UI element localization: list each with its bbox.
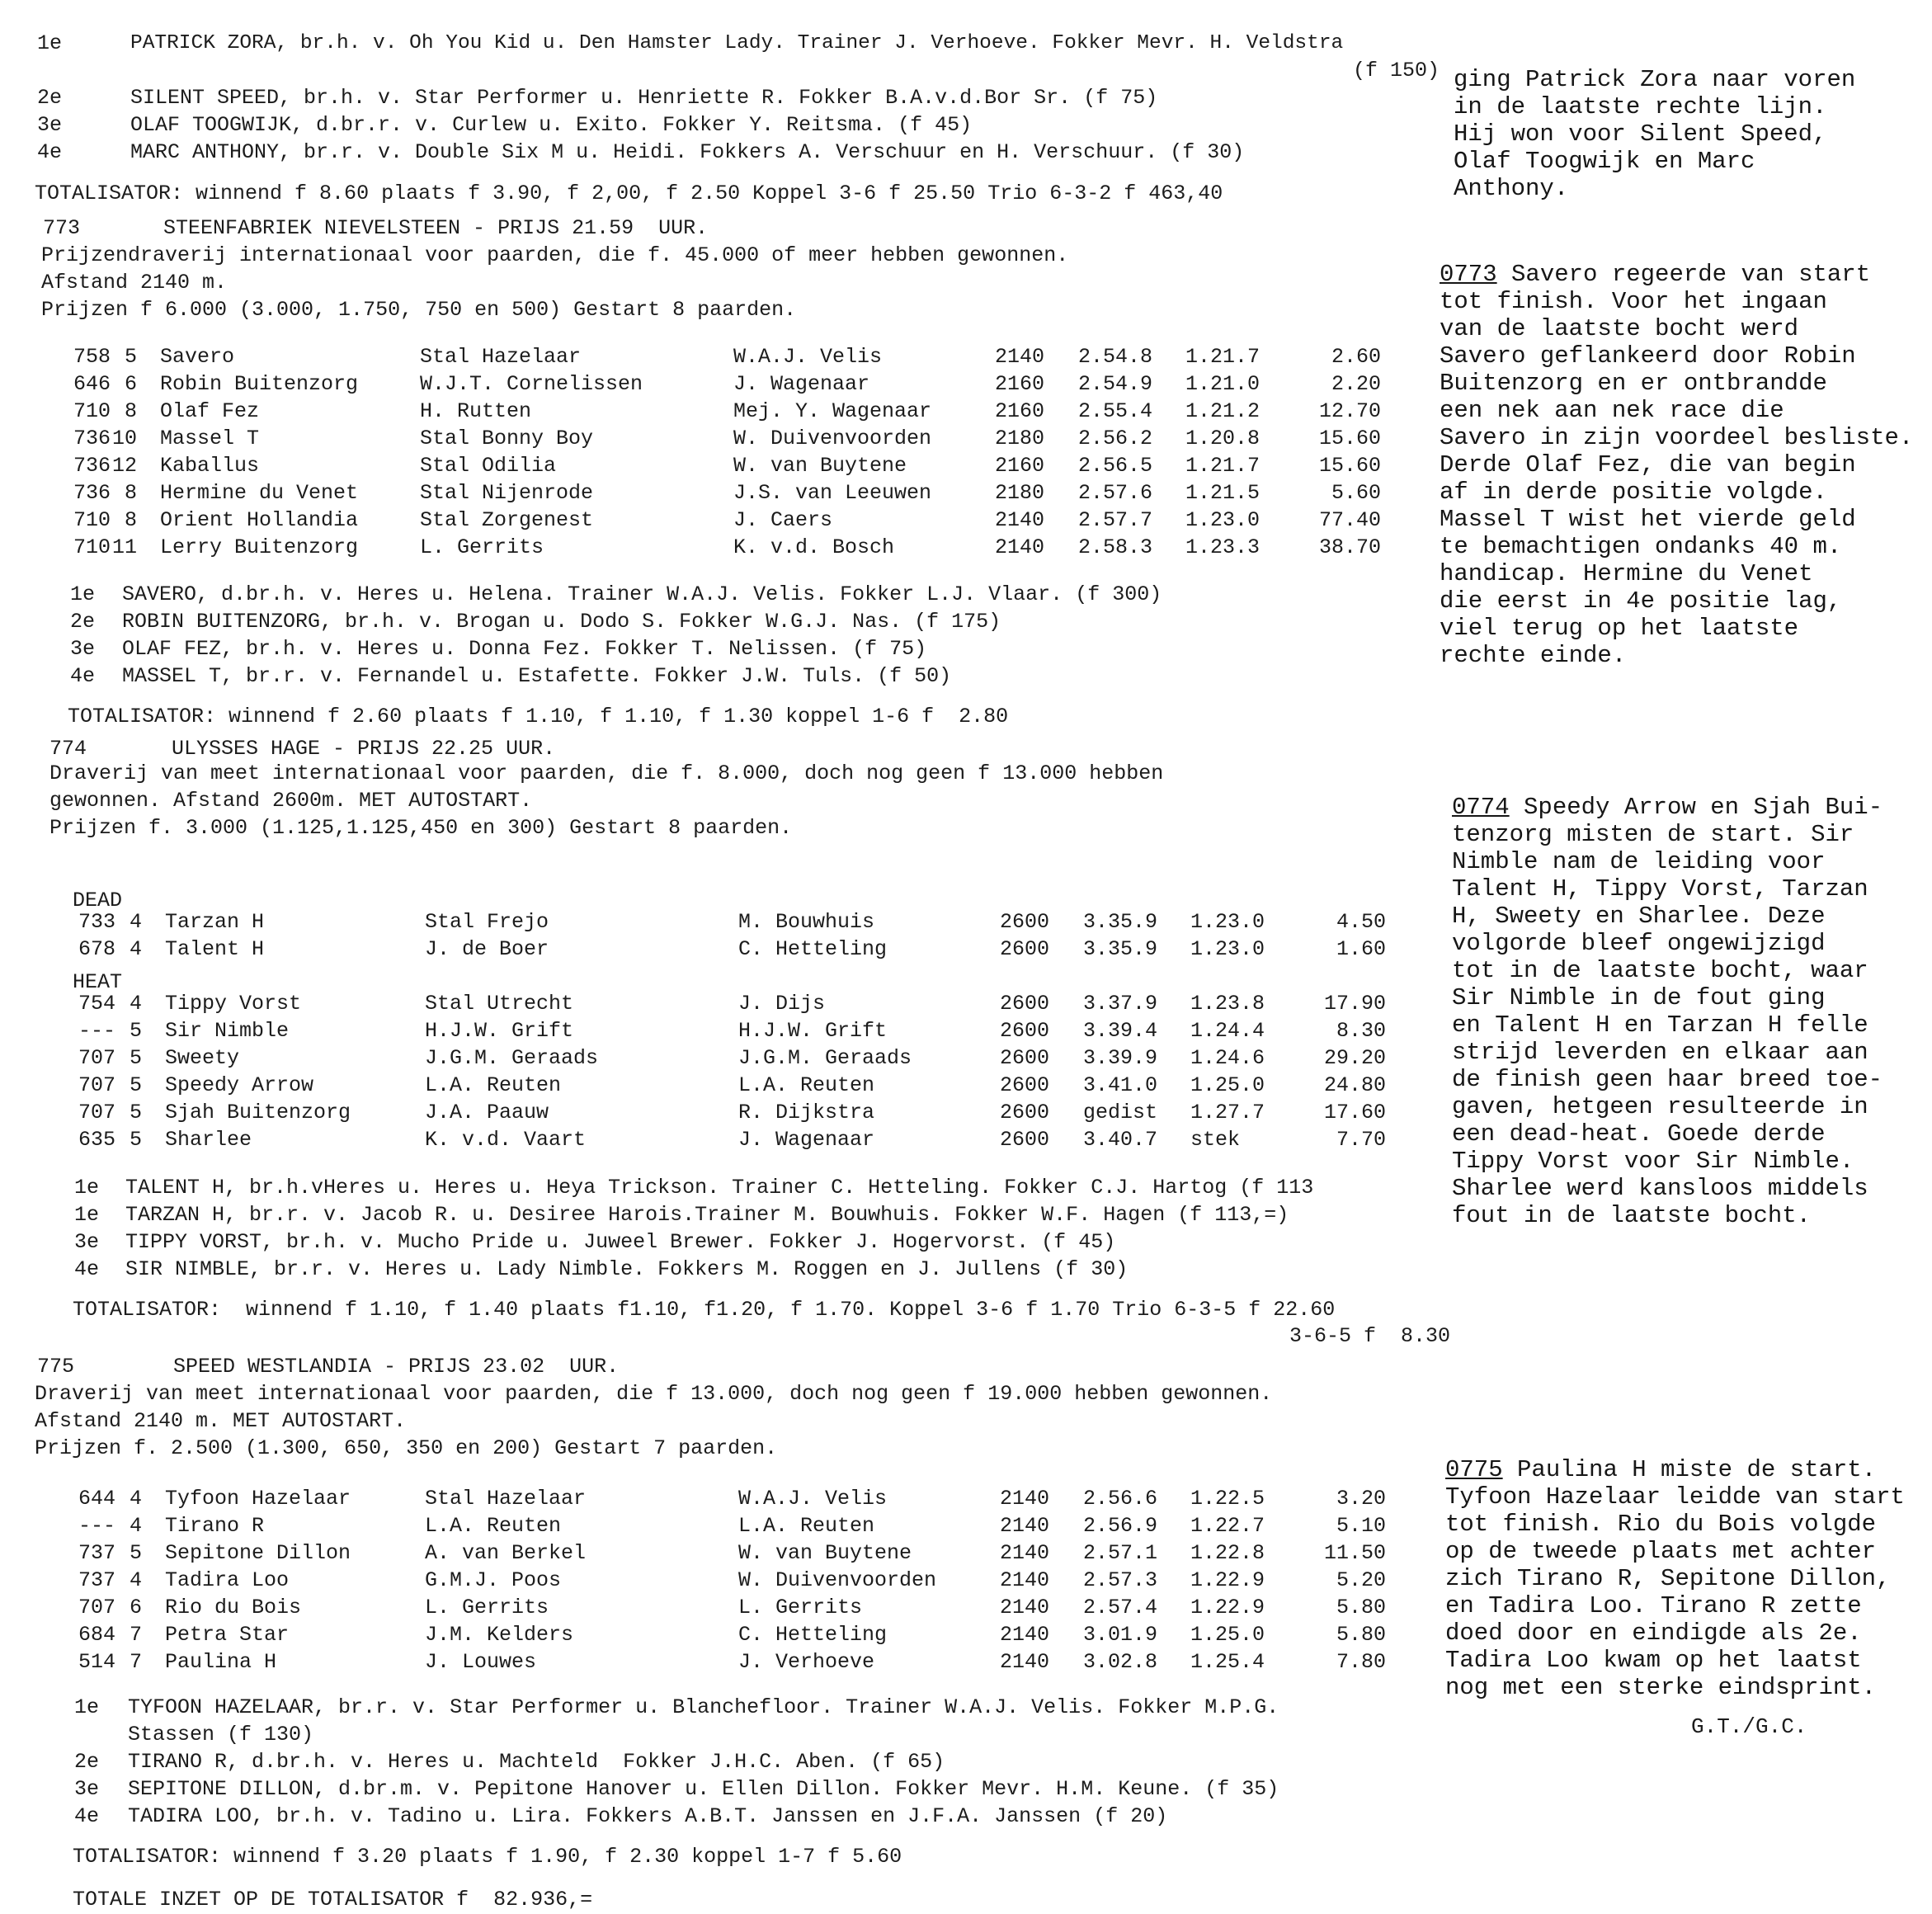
cell-horse-name: Tarzan H — [165, 910, 265, 934]
cell-handicap: 11 — [111, 535, 137, 559]
cell-owner: A. van Berkel — [425, 1541, 587, 1565]
cell-handicap: 6 — [129, 1596, 142, 1619]
totalisator: 3-6-5 f 8.30 — [1289, 1324, 1451, 1348]
cell-handicap: 4 — [129, 910, 142, 934]
cell-total-time: 2.57.3 — [1083, 1568, 1158, 1592]
race-title: ULYSSES HAGE - PRIJS 22.25 UUR. — [172, 737, 556, 761]
race-description: Prijzen f. 3.000 (1.125,1.125,450 en 300) Gestart 8 paarden. — [49, 816, 793, 840]
cell-prev-race: 754 — [78, 992, 115, 1016]
placing-text: MARC ANTHONY, br.r. v. Double Six M u. Heidi. Fokkers A. Verschuur en H. Verschuur. (f 30) — [130, 140, 1245, 164]
cell-driver: M. Bouwhuis — [738, 910, 875, 934]
cell-odds: 4.50 — [1336, 910, 1386, 934]
cell-km-time: 1.21.5 — [1185, 481, 1261, 505]
cell-prev-race: 710 — [73, 399, 111, 423]
race-description: Afstand 2140 m. MET AUTOSTART. — [35, 1409, 407, 1433]
cell-horse-name: Robin Buitenzorg — [160, 372, 359, 396]
cell-prev-race: 710 — [73, 535, 111, 559]
cell-horse-name: Sir Nimble — [165, 1019, 290, 1043]
cell-total-time: 3.40.7 — [1083, 1128, 1158, 1152]
commentary-text: Speedy Arrow en Sjah Bui- tenzorg misten de start. Sir Nimble nam de leiding voor Talent H, Tippy Vorst, Tarzan H, Sweety en Sharlee. Deze volgorde bleef ongewijzigd tot in de laatste bocht, waar Sir Nimble in de fout ging en Talent H en Tarzan H felle strijd leverden en elkaar aan de finish geen haar breed toe- gaven, hetgeen resulteerde in een dead-heat. Goede derde Tippy Vorst voor Sir Nimble. Sharlee werd kansloos middels fout in de laatste bocht. — [1452, 794, 1883, 1229]
race-description: Prijzen f 6.000 (3.000, 1.750, 750 en 500) Gestart 8 paarden. — [41, 298, 797, 322]
cell-km-time: 1.25.0 — [1190, 1073, 1265, 1097]
placing-text: TADIRA LOO, br.h. v. Tadino u. Lira. Fokkers A.B.T. Janssen en J.F.A. Janssen (f 20) — [128, 1804, 1168, 1828]
cell-driver: W.A.J. Velis — [733, 345, 883, 369]
cell-distance: 2140 — [1000, 1541, 1050, 1565]
cell-horse-name: Speedy Arrow — [165, 1073, 314, 1097]
cell-odds: 17.90 — [1323, 992, 1386, 1016]
cell-total-time: 2.57.6 — [1078, 481, 1153, 505]
cell-distance: 2180 — [995, 481, 1045, 505]
cell-driver: W.A.J. Velis — [738, 1487, 888, 1511]
cell-horse-name: Savero — [160, 345, 235, 369]
cell-horse-name: Sharlee — [165, 1128, 252, 1152]
placing-pos: 3e — [70, 637, 96, 661]
placing-text: (f 150) — [1353, 59, 1440, 82]
cell-odds: 8.30 — [1336, 1019, 1386, 1043]
cell-driver: J.S. van Leeuwen — [733, 481, 932, 505]
cell-horse-name: Sepitone Dillon — [165, 1541, 351, 1565]
cell-owner: W.J.T. Cornelissen — [420, 372, 643, 396]
placing-pos: 2e — [37, 86, 63, 110]
cell-distance: 2160 — [995, 399, 1045, 423]
placing-text: TALENT H, br.h.vHeres u. Heres u. Heya Trickson. Trainer C. Hetteling. Fokker C.J. Hartog (f 113 — [125, 1176, 1314, 1200]
cell-horse-name: Orient Hollandia — [160, 508, 359, 532]
cell-handicap: 4 — [129, 1568, 142, 1592]
cell-horse-name: Kaballus — [160, 454, 260, 478]
cell-owner: H.J.W. Grift — [425, 1019, 574, 1043]
cell-owner: L. Gerrits — [425, 1596, 549, 1619]
cell-horse-name: Talent H — [165, 937, 265, 961]
cell-prev-race: 733 — [78, 910, 115, 934]
cell-prev-race: 646 — [73, 372, 111, 396]
cell-odds: 7.70 — [1336, 1128, 1386, 1152]
totalisator: TOTALISATOR: winnend f 2.60 plaats f 1.10, f 1.10, f 1.30 koppel 1-6 f 2.80 — [68, 705, 1009, 728]
cell-total-time: 2.56.9 — [1083, 1514, 1158, 1538]
cell-handicap: 5 — [129, 1046, 142, 1070]
cell-total-time: 3.39.4 — [1083, 1019, 1158, 1043]
cell-horse-name: Olaf Fez — [160, 399, 260, 423]
cell-owner: J.A. Paauw — [425, 1101, 549, 1124]
cell-prev-race: 758 — [73, 345, 111, 369]
cell-driver: K. v.d. Bosch — [733, 535, 895, 559]
cell-horse-name: Sweety — [165, 1046, 240, 1070]
cell-prev-race: 736 — [73, 481, 111, 505]
cell-owner: Stal Frejo — [425, 910, 549, 934]
cell-total-time: 3.35.9 — [1083, 937, 1158, 961]
cell-handicap: 5 — [124, 345, 137, 369]
race-commentary — [1445, 1456, 1905, 1701]
race-number: 774 — [49, 737, 87, 761]
cell-total-time: 2.54.8 — [1078, 345, 1153, 369]
cell-km-time: 1.23.8 — [1190, 992, 1265, 1016]
cell-odds: 29.20 — [1323, 1046, 1386, 1070]
cell-odds: 2.20 — [1331, 372, 1381, 396]
cell-handicap: 8 — [124, 481, 137, 505]
cell-horse-name: Massel T — [160, 427, 260, 450]
cell-total-time: 3.02.8 — [1083, 1650, 1158, 1674]
cell-km-time: 1.22.5 — [1190, 1487, 1265, 1511]
cell-handicap: 10 — [111, 427, 137, 450]
cell-distance: 2140 — [995, 535, 1045, 559]
cell-total-time: 2.57.1 — [1083, 1541, 1158, 1565]
cell-total-time: 2.55.4 — [1078, 399, 1153, 423]
placing-pos: 1e — [74, 1203, 100, 1227]
cell-distance: 2140 — [1000, 1650, 1050, 1674]
placing-pos: 2e — [70, 610, 96, 634]
cell-odds: 77.40 — [1318, 508, 1381, 532]
placing-pos: 4e — [74, 1257, 100, 1281]
cell-horse-name: Hermine du Venet — [160, 481, 359, 505]
cell-distance: 2600 — [1000, 1101, 1050, 1124]
placing-text: TIRANO R, d.br.h. v. Heres u. Machteld Fokker J.H.C. Aben. (f 65) — [128, 1750, 945, 1774]
cell-handicap: 4 — [129, 1487, 142, 1511]
cell-distance: 2600 — [1000, 1019, 1050, 1043]
placing-pos: 4e — [70, 664, 96, 688]
cell-total-time: 2.56.2 — [1078, 427, 1153, 450]
race-number: 775 — [37, 1355, 75, 1379]
cell-distance: 2140 — [1000, 1623, 1050, 1647]
cell-handicap: 5 — [129, 1073, 142, 1097]
placing-text: OLAF FEZ, br.h. v. Heres u. Donna Fez. Fokker T. Nelissen. (f 75) — [122, 637, 927, 661]
cell-distance: 2140 — [1000, 1514, 1050, 1538]
cell-distance: 2600 — [1000, 1073, 1050, 1097]
cell-handicap: 5 — [129, 1019, 142, 1043]
placing-text: OLAF TOOGWIJK, d.br.r. v. Curlew u. Exito. Fokker Y. Reitsma. (f 45) — [130, 113, 973, 137]
cell-km-time: 1.27.7 — [1190, 1101, 1265, 1124]
cell-owner: Stal Zorgenest — [420, 508, 594, 532]
race-description: Draverij van meet internationaal voor paarden, die f 13.000, doch nog geen f 19.000 hebben gewonnen. — [35, 1382, 1273, 1406]
race-code: 0775 — [1445, 1456, 1503, 1483]
cell-distance: 2600 — [1000, 937, 1050, 961]
commentary-text: Paulina H miste de start. Tyfoon Hazelaar leidde van start tot finish. Rio du Bois volgde op de tweede plaats met achter zich Tirano R, Sepitone Dillon, en Tadira Loo. Tirano R zette doed door en eindigde als 2e. Tadira Loo kwam op het laatst nog met een sterke eindsprint. — [1445, 1456, 1905, 1701]
placing-pos: 2e — [74, 1750, 100, 1774]
cell-odds: 15.60 — [1318, 454, 1381, 478]
cell-owner: Stal Hazelaar — [425, 1487, 587, 1511]
cell-horse-name: Tirano R — [165, 1514, 265, 1538]
placing-text: SEPITONE DILLON, d.br.m. v. Pepitone Hanover u. Ellen Dillon. Fokker Mevr. H.M. Keune. (f 35) — [128, 1777, 1279, 1801]
cell-handicap: 5 — [129, 1541, 142, 1565]
cell-owner: L. Gerrits — [420, 535, 544, 559]
placing-text: SILENT SPEED, br.h. v. Star Performer u. Henriette R. Fokker B.A.v.d.Bor Sr. (f 75) — [130, 86, 1158, 110]
cell-owner: L.A. Reuten — [425, 1073, 562, 1097]
cell-prev-race: 644 — [78, 1487, 115, 1511]
cell-driver: W. Duivenvoorden — [733, 427, 932, 450]
cell-total-time: 2.54.9 — [1078, 372, 1153, 396]
race-commentary — [1440, 261, 1913, 669]
cell-distance: 2600 — [1000, 1128, 1050, 1152]
cell-distance: 2140 — [995, 508, 1045, 532]
cell-prev-race: --- — [78, 1514, 115, 1538]
cell-horse-name: Sjah Buitenzorg — [165, 1101, 351, 1124]
cell-km-time: 1.23.0 — [1190, 937, 1265, 961]
totalisator: TOTALISATOR: winnend f 1.10, f 1.40 plaats f1.10, f1.20, f 1.70. Koppel 3-6 f 1.70 Trio 6-3-5 f 22.60 — [73, 1298, 1336, 1322]
cell-handicap: 6 — [124, 372, 137, 396]
cell-prev-race: 737 — [78, 1568, 115, 1592]
cell-driver: W. van Buytene — [733, 454, 907, 478]
cell-odds: 5.60 — [1331, 481, 1381, 505]
cell-km-time: 1.23.3 — [1185, 535, 1261, 559]
race-title: SPEED WESTLANDIA - PRIJS 23.02 UUR. — [173, 1355, 620, 1379]
cell-driver: W. van Buytene — [738, 1541, 912, 1565]
placing-text: TARZAN H, br.r. v. Jacob R. u. Desiree Harois.Trainer M. Bouwhuis. Fokker W.F. Hagen (f 113,=) — [125, 1203, 1289, 1227]
cell-total-time: 3.35.9 — [1083, 910, 1158, 934]
cell-horse-name: Lerry Buitenzorg — [160, 535, 359, 559]
placing-text: SAVERO, d.br.h. v. Heres u. Helena. Trainer W.A.J. Velis. Fokker L.J. Vlaar. (f 300) — [122, 582, 1162, 606]
cell-total-time: gedist — [1083, 1101, 1158, 1124]
cell-km-time: 1.21.7 — [1185, 345, 1261, 369]
cell-total-time: 2.56.5 — [1078, 454, 1153, 478]
placing-pos: 4e — [37, 140, 63, 164]
cell-km-time: 1.24.6 — [1190, 1046, 1265, 1070]
cell-prev-race: 707 — [78, 1596, 115, 1619]
cell-driver: J. Caers — [733, 508, 833, 532]
cell-prev-race: 635 — [78, 1128, 115, 1152]
cell-driver: L.A. Reuten — [738, 1073, 875, 1097]
placing-text: MASSEL T, br.r. v. Fernandel u. Estafette. Fokker J.W. Tuls. (f 50) — [122, 664, 952, 688]
race-code: 0773 — [1440, 261, 1497, 288]
cell-owner: G.M.J. Poos — [425, 1568, 562, 1592]
cell-total-time: 2.57.4 — [1083, 1596, 1158, 1619]
race-description: Afstand 2140 m. — [41, 271, 228, 295]
cell-owner: J. de Boer — [425, 937, 549, 961]
cell-driver: J. Verhoeve — [738, 1650, 875, 1674]
cell-horse-name: Paulina H — [165, 1650, 277, 1674]
cell-prev-race: --- — [78, 1019, 115, 1043]
cell-owner: H. Rutten — [420, 399, 532, 423]
cell-distance: 2600 — [1000, 910, 1050, 934]
cell-odds: 11.50 — [1323, 1541, 1386, 1565]
cell-driver: J. Wagenaar — [733, 372, 870, 396]
cell-prev-race: 707 — [78, 1101, 115, 1124]
cell-prev-race: 707 — [78, 1073, 115, 1097]
cell-driver: J. Wagenaar — [738, 1128, 875, 1152]
cell-total-time: 3.41.0 — [1083, 1073, 1158, 1097]
race-commentary — [1452, 794, 1883, 1229]
totalisator: TOTALISATOR: winnend f 8.60 plaats f 3.90, f 2,00, f 2.50 Koppel 3-6 f 25.50 Trio 6-3-2 f 463,40 — [35, 182, 1223, 205]
cell-odds: 5.10 — [1336, 1514, 1386, 1538]
cell-driver: Mej. Y. Wagenaar — [733, 399, 932, 423]
cell-total-time: 3.01.9 — [1083, 1623, 1158, 1647]
race-number: 773 — [43, 216, 81, 240]
cell-prev-race: 736 — [73, 427, 111, 450]
cell-driver: L.A. Reuten — [738, 1514, 875, 1538]
placing-text: Stassen (f 130) — [128, 1723, 314, 1747]
cell-handicap: 7 — [129, 1650, 142, 1674]
cell-distance: 2600 — [1000, 1046, 1050, 1070]
cell-km-time: 1.23.0 — [1185, 508, 1261, 532]
cell-driver: L. Gerrits — [738, 1596, 863, 1619]
cell-handicap: 4 — [129, 992, 142, 1016]
cell-owner: K. v.d. Vaart — [425, 1128, 587, 1152]
cell-total-time: 2.56.6 — [1083, 1487, 1158, 1511]
cell-prev-race: 684 — [78, 1623, 115, 1647]
race-description: Draverij van meet internationaal voor paarden, die f. 8.000, doch nog geen f 13.000 hebben — [49, 761, 1164, 785]
cell-km-time: 1.22.7 — [1190, 1514, 1265, 1538]
placing-text: SIR NIMBLE, br.r. v. Heres u. Lady Nimble. Fokkers M. Roggen en J. Jullens (f 30) — [125, 1257, 1129, 1281]
race-description: Prijzen f. 2.500 (1.300, 650, 350 en 200) Gestart 7 paarden. — [35, 1436, 778, 1460]
cell-driver: C. Hetteling — [738, 1623, 888, 1647]
placing-text: TYFOON HAZELAAR, br.r. v. Star Performer u. Blanchefloor. Trainer W.A.J. Velis. Fokker M.P.G. — [128, 1695, 1279, 1719]
cell-odds: 24.80 — [1323, 1073, 1386, 1097]
cell-driver: W. Duivenvoorden — [738, 1568, 937, 1592]
cell-total-time: 2.58.3 — [1078, 535, 1153, 559]
placing-pos: 1e — [74, 1695, 100, 1719]
cell-km-time: 1.23.0 — [1190, 910, 1265, 934]
cell-distance: 2140 — [1000, 1568, 1050, 1592]
cell-horse-name: Tadira Loo — [165, 1568, 290, 1592]
placing-pos: 4e — [74, 1804, 100, 1828]
race-description: gewonnen. Afstand 2600m. MET AUTOSTART. — [49, 789, 533, 813]
cell-distance: 2160 — [995, 454, 1045, 478]
cell-driver: H.J.W. Grift — [738, 1019, 888, 1043]
cell-handicap: 8 — [124, 399, 137, 423]
cell-owner: Stal Bonny Boy — [420, 427, 594, 450]
cell-handicap: 4 — [129, 1514, 142, 1538]
race-code: 0774 — [1452, 794, 1510, 821]
cell-distance: 2160 — [995, 372, 1045, 396]
cell-prev-race: 514 — [78, 1650, 115, 1674]
cell-total-time: 3.37.9 — [1083, 992, 1158, 1016]
cell-km-time: 1.22.8 — [1190, 1541, 1265, 1565]
cell-odds: 1.60 — [1336, 937, 1386, 961]
cell-km-time: 1.22.9 — [1190, 1568, 1265, 1592]
cell-prev-race: 736 — [73, 454, 111, 478]
cell-distance: 2180 — [995, 427, 1045, 450]
cell-driver: J. Dijs — [738, 992, 826, 1016]
cell-prev-race: 737 — [78, 1541, 115, 1565]
cell-horse-name: Tyfoon Hazelaar — [165, 1487, 351, 1511]
placing-pos: 1e — [74, 1176, 100, 1200]
total-bet: TOTALE INZET OP DE TOTALISATOR f 82.936,= — [73, 1888, 593, 1912]
placing-pos: 3e — [74, 1777, 100, 1801]
cell-prev-race: 707 — [78, 1046, 115, 1070]
cell-odds: 7.80 — [1336, 1650, 1386, 1674]
cell-odds: 5.80 — [1336, 1596, 1386, 1619]
signature: G.T./G.C. — [1691, 1714, 1807, 1739]
cell-km-time: 1.21.0 — [1185, 372, 1261, 396]
cell-owner: Stal Hazelaar — [420, 345, 582, 369]
cell-handicap: 8 — [124, 508, 137, 532]
commentary-text: Savero regeerde van start tot finish. Voor het ingaan van de laatste bocht werd Savero geflankeerd door Robin Buitenzorg en er ontbrandde een nek aan nek race die Savero in zijn voordeel besliste. Derde Olaf Fez, die van begin af in derde positie volgde. Massel T wist het vierde geld te bemachtigen ondanks 40 m. handicap. Hermine du Venet die eerst in 4e positie lag, viel terug op het laatste rechte einde. — [1440, 261, 1914, 669]
cell-owner: Stal Utrecht — [425, 992, 574, 1016]
cell-distance: 2600 — [1000, 992, 1050, 1016]
cell-odds: 5.80 — [1336, 1623, 1386, 1647]
cell-distance: 2140 — [1000, 1487, 1050, 1511]
cell-km-time: 1.21.2 — [1185, 399, 1261, 423]
cell-handicap: 12 — [111, 454, 137, 478]
dead-heat-label: HEAT — [73, 970, 123, 994]
placing-pos: 3e — [37, 113, 63, 137]
cell-odds: 3.20 — [1336, 1487, 1386, 1511]
cell-km-time: 1.21.7 — [1185, 454, 1261, 478]
cell-km-time: stek — [1190, 1128, 1241, 1152]
cell-prev-race: 710 — [73, 508, 111, 532]
totalisator: TOTALISATOR: winnend f 3.20 plaats f 1.90, f 2.30 koppel 1-7 f 5.60 — [73, 1845, 902, 1869]
cell-km-time: 1.22.9 — [1190, 1596, 1265, 1619]
race-title: STEENFABRIEK NIEVELSTEEN - PRIJS 21.59 UUR. — [163, 216, 709, 240]
race-description: Prijzendraverij internationaal voor paarden, die f. 45.000 of meer hebben gewonnen. — [41, 243, 1069, 267]
cell-odds: 15.60 — [1318, 427, 1381, 450]
cell-owner: J. Louwes — [425, 1650, 537, 1674]
cell-owner: Stal Odilia — [420, 454, 557, 478]
cell-driver: R. Dijkstra — [738, 1101, 875, 1124]
cell-km-time: 1.25.0 — [1190, 1623, 1265, 1647]
cell-owner: Stal Nijenrode — [420, 481, 594, 505]
cell-odds: 17.60 — [1323, 1101, 1386, 1124]
cell-horse-name: Tippy Vorst — [165, 992, 302, 1016]
cell-driver: C. Hetteling — [738, 937, 888, 961]
placing-pos: 1e — [37, 31, 63, 55]
cell-odds: 38.70 — [1318, 535, 1381, 559]
dead-heat-label: DEAD — [73, 889, 123, 912]
placing-pos: 1e — [70, 582, 96, 606]
cell-owner: J.M. Kelders — [425, 1623, 574, 1647]
cell-odds: 12.70 — [1318, 399, 1381, 423]
placing-text: PATRICK ZORA, br.h. v. Oh You Kid u. Den Hamster Lady. Trainer J. Verhoeve. Fokker Mevr. H. Veldstra — [130, 32, 1344, 54]
cell-distance: 2140 — [1000, 1596, 1050, 1619]
cell-km-time: 1.24.4 — [1190, 1019, 1265, 1043]
race-commentary: ging Patrick Zora naar voren in de laatste rechte lijn. Hij won voor Silent Speed, Olaf Toogwijk en Marc Anthony. — [1454, 66, 1856, 202]
cell-total-time: 3.39.9 — [1083, 1046, 1158, 1070]
cell-odds: 2.60 — [1331, 345, 1381, 369]
cell-km-time: 1.20.8 — [1185, 427, 1261, 450]
cell-owner: L.A. Reuten — [425, 1514, 562, 1538]
cell-driver: J.G.M. Geraads — [738, 1046, 912, 1070]
cell-km-time: 1.25.4 — [1190, 1650, 1265, 1674]
cell-handicap: 4 — [129, 937, 142, 961]
cell-odds: 5.20 — [1336, 1568, 1386, 1592]
cell-total-time: 2.57.7 — [1078, 508, 1153, 532]
cell-handicap: 5 — [129, 1101, 142, 1124]
cell-handicap: 5 — [129, 1128, 142, 1152]
placing-text: ROBIN BUITENZORG, br.h. v. Brogan u. Dodo S. Fokker W.G.J. Nas. (f 175) — [122, 610, 1001, 634]
cell-prev-race: 678 — [78, 937, 115, 961]
cell-owner: J.G.M. Geraads — [425, 1046, 599, 1070]
placing-text: TIPPY VORST, br.h. v. Mucho Pride u. Juweel Brewer. Fokker J. Hogervorst. (f 45) — [125, 1230, 1116, 1254]
cell-distance: 2140 — [995, 345, 1045, 369]
cell-handicap: 7 — [129, 1623, 142, 1647]
cell-horse-name: Rio du Bois — [165, 1596, 302, 1619]
cell-horse-name: Petra Star — [165, 1623, 290, 1647]
placing-pos: 3e — [74, 1230, 100, 1254]
